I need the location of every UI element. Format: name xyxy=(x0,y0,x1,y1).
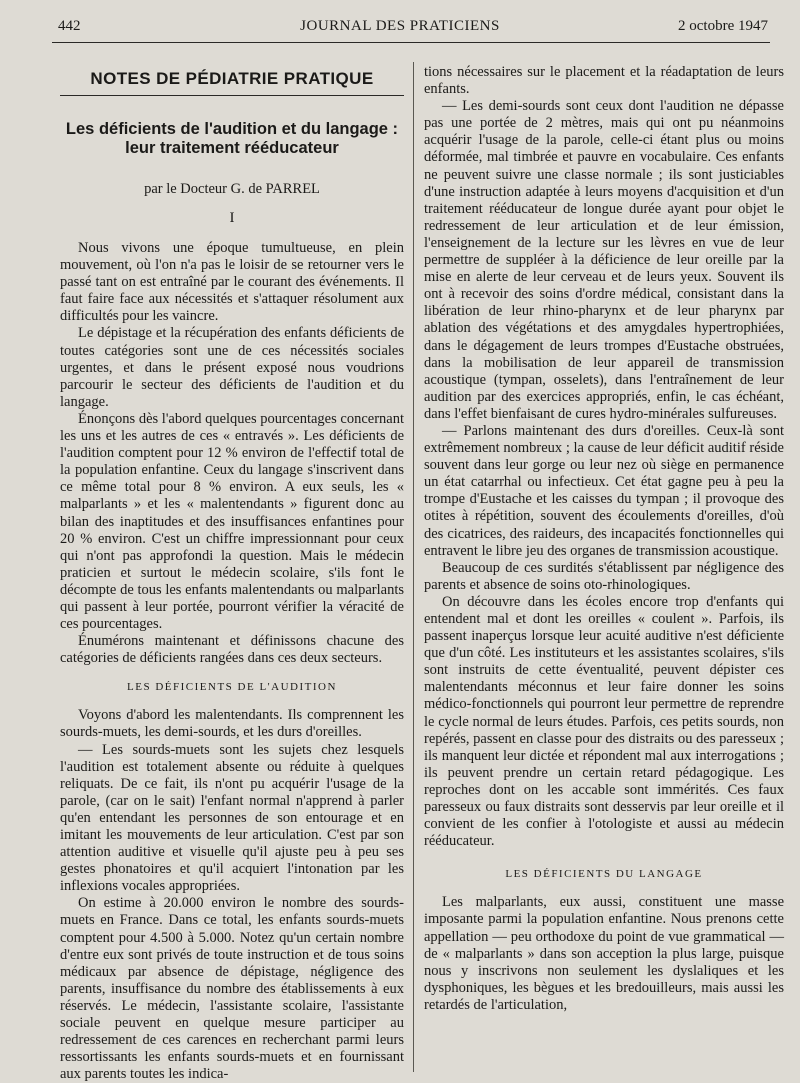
paragraph: — Les sourds-muets sont les sujets chez lesquels l'audition est totalement absente ou réduite à quelques reliquats. De ce fait, ils n'ont pu acquérir l'usage de la parole, (car on le sait) l'enfant normal n'apprend à parler qu'en entendant les personnes de son entourage et en imitant les mouvements de leur articulation. C'est par son attention auditive et visuelle qu'il ajuste peu à peu ses gestes phonatoires et qu'il acquiert l'intonation par les inflexions vocales appropriées. xyxy=(60,741,404,895)
subheading-audition: LES DÉFICIENTS DE L'AUDITION xyxy=(127,681,337,694)
subheading-langage: LES DÉFICIENTS DU LANGAGE xyxy=(505,868,703,881)
left-column xyxy=(60,64,404,1083)
article-author: par le Docteur G. de PARREL xyxy=(144,181,320,197)
journal-title: JOURNAL DES PRATICIENS xyxy=(300,18,500,34)
paragraph: Énumérons maintenant et définissons chacune des catégories de déficients rangées dans ces deux secteurs. xyxy=(60,633,404,667)
running-header xyxy=(0,16,800,40)
right-column xyxy=(424,64,784,1014)
paragraph: Beaucoup de ces surdités s'établissent par négligence des parents et absence de soins oto-rhinologiques. xyxy=(424,559,784,593)
paragraph: On découvre dans les écoles encore trop d'enfants qui entendent mal et dont les oreilles « coulent ». Parfois, ils passent inaperçus lorsque leur acuité auditive n'est déficiente que d'un côté. Les instituteurs et les assistantes scolaires, s'ils sont instruits de cette éventualité, peuvent dépister ces malentendants méconnus et leur faire donner les soins médico-fonctionnels qui pourront leur permettre de reprendre le cycle normal de leurs études. Parfois, ces petits sourds, non repérés, passent en classe pour des distraits ou des paresseux ; ils manquent leur dictée et répondent mal aux interrogations ; ils peuvent prendre un certain retard pédagogique. Les reproches dont on les accable sont immérités. Ces faux paresseux ou faux distraits sont desservis par leur oreille et il convient de les confier à l'otologiste et aussi au médecin rééducateur. xyxy=(424,593,784,850)
page-number: 442 xyxy=(58,18,81,34)
paragraph: — Parlons maintenant des durs d'oreilles. Ceux-là sont extrêmement nombreux ; la cause de leur déficit auditif réside souvent dans leur gorge ou leur nez où siège en permanence un état catarrhal ou infectieux. Cet état gagne peu à peu la trompe d'Eustache et les caisses du tympan ; il provoque des otites à répétition, souvent des écoulements d'oreilles, d'où des cicatrices, des raideurs, des incapacités fonctionnelles qui entravent le libre jeu des organes de transmission acoustique. xyxy=(424,422,784,559)
paragraph: tions nécessaires sur le placement et la réadaptation de leurs enfants. xyxy=(424,64,784,98)
paragraph: Nous vivons une époque tumultueuse, en plein mouvement, où l'on n'a pas le loisir de se retourner vers le passé tant on est entraîné par le courant des événements. Il faut faire face aux nécessités et s'attaquer résolument aux difficultés pour les vaincre. xyxy=(60,240,404,325)
paragraph: Énonçons dès l'abord quelques pourcentages concernant les uns et les autres de ces « entravés ». Les déficients de l'audition comptent pour 12 % environ de l'effectif total de la population enfantine. Ceux du langage s'inscrivent dans ce même total pour 8 % environ. A eux seuls, les « malparlants » et les « malentendants » figurent donc au bilan des inaptitudes et des insuffisances enfantines pour 20 % environ. C'est un chiffre impressionnant pour ceux qui n'ont pas approfondi la question. Mais le médecin praticien et surtout le médecin scolaire, s'ils font le décompte de tous les enfants malentendants ou malparlants qui passent à leur portée, pourront vérifier la véracité de ces pourcentages. xyxy=(60,410,404,633)
column-divider xyxy=(413,62,414,1072)
paragraph: Les malparlants, eux aussi, constituent une masse imposante parmi la population enfantine. Nous prenons cette appellation — peu orthodoxe du point de vue grammatical — de « malparlants » dans son acception la plus large, puisque nous y inscrivons non seulement les dyslaliques et les dysphoniques, les bègues et les bredouilleurs, mais aussi les retardés de l'articulation, xyxy=(424,894,784,1013)
paragraph: Voyons d'abord les malentendants. Ils comprennent les sourds-muets, les demi-sourds, et les durs d'oreilles. xyxy=(60,707,404,741)
issue-date: 2 octobre 1947 xyxy=(678,18,768,34)
section-title: NOTES DE PÉDIATRIE PRATIQUE xyxy=(60,69,404,96)
article-title: Les déficients de l'audition et du langage : leur traitement rééducateur xyxy=(65,120,399,157)
header-rule xyxy=(52,42,770,43)
paragraph: On estime à 20.000 environ le nombre des sourds-muets en France. Dans ce total, les enfants sourds-muets comptent pour 4.500 à 5.000. Notez qu'un certain nombre d'entre eux sont privés de toute instruction et de tous soins médicaux par absence de dépistage, négligence des parents, insuffisance du nombre des établissements à eux réservés. Le médecin, l'assistante scolaire, l'assistante sociale peuvent en quelque mesure participer au redressement de ces carences en recherchant parmi leurs ressortissants les enfants sourds-muets et en fournissant aux parents toutes les indica- xyxy=(60,895,404,1083)
paragraph: Le dépistage et la récupération des enfants déficients de toutes catégories sont une de ces nécessités sociales urgentes, et dans le présent exposé nous voudrions parcourir le secteur des déficients de l'audition et du langage. xyxy=(60,325,404,410)
paragraph: — Les demi-sourds sont ceux dont l'audition ne dépasse pas une portée de 2 mètres, mais qui ont pu néanmoins acquérir l'usage de la parole, celle-ci étant plus ou moins déformée, mal timbrée et pauvre en vocabulaire. Ces enfants ne peuvent suivre une classe normale ; ils sont justiciables d'une instruction adaptée à leurs moyens d'acquisition et d'un traitement rééducateur de longue durée ayant pour objet le redressement de leur articulation et de leur émission, l'enseignement de la lecture sur les lèvres en vue de leur permettre de suppléer à la déficience de leur oreille par la mise en alerte de leur cerveau et de leurs yeux. Souvent ils ont à recevoir des soins d'ordre médical, consistant dans la libération de leur rhino-pharynx et de leur pharynx par ablation des végétations et des amygdales hypertrophiées, dans le dégagement de leurs trompes d'Eustache obstruées, dans la mobilisation de leur appareil de transmission acoustique (tympan, osselets), dans l'entraînement de leur audition par des exercices appropriés, enfin, le cas échéant, dans l'effet bienfaisant de cures hydro-minérales sulfureuses. xyxy=(424,98,784,422)
part-numeral: I xyxy=(229,210,235,226)
